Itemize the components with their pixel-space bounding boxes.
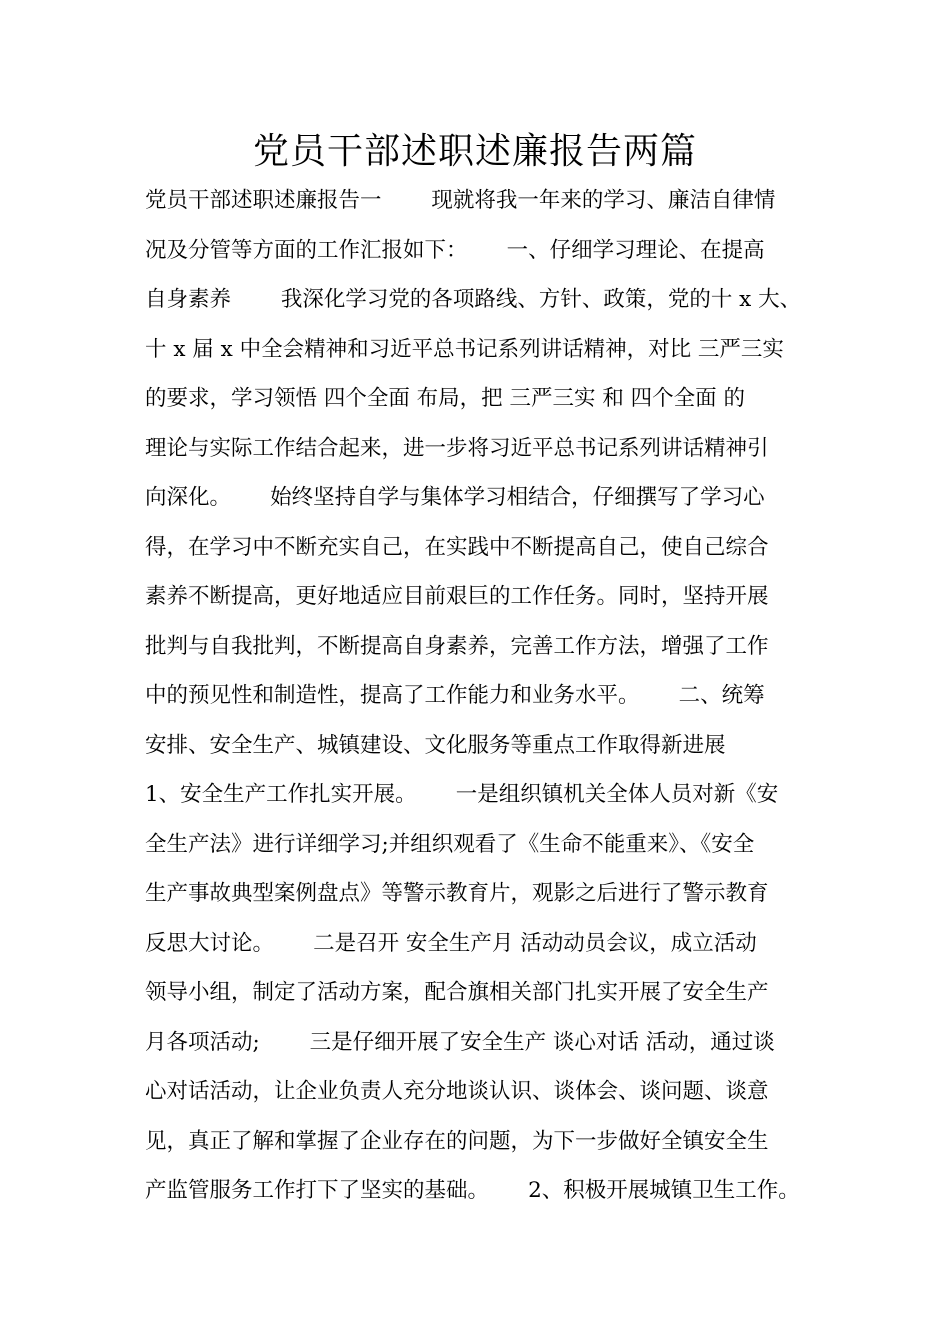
document-title: 党员干部述职述廉报告两篇 <box>252 131 697 172</box>
body-line: 向深化。 始终坚持自学与集体学习相结合，仔细撰写了学习心 <box>145 485 765 510</box>
body-line: 安排、安全生产、城镇建设、文化服务等重点工作取得新进展 <box>145 732 726 758</box>
body-line: 况及分管等方面的工作汇报如下： 一、仔细学习理论、在提高 <box>145 237 765 263</box>
body-line: 1、安全生产工作扎实开展。 一是组织镇机关全体人员对新《安 <box>145 782 779 807</box>
body-line: 中的预见性和制造性，提高了工作能力和业务水平。 二、统筹 <box>145 683 765 708</box>
body-line: 生产事故典型案例盘点》等警示教育片，观影之后进行了警示教育 <box>145 881 769 906</box>
body-line: 自身素养 我深化学习党的各项路线、方针、政策，党的十 x 大、 <box>145 287 802 312</box>
body-line: 素养不断提高，更好地适应目前艰巨的工作任务。同时，坚持开展 <box>145 584 769 609</box>
body-line: 产监管服务工作打下了坚实的基础。 2、积极开展城镇卫生工作。 <box>145 1178 800 1203</box>
body-line: 理论与实际工作结合起来，进一步将习近平总书记系列讲话精神引 <box>145 435 769 461</box>
body-line: 反思大讨论。 二是召开 安全生产月 活动动员会议，成立活动 <box>145 930 757 956</box>
body-line: 十 x 届 x 中全会精神和习近平总书记系列讲话精神，对比 三严三实 <box>145 336 784 362</box>
body-line: 心对话活动，让企业负责人充分地谈认识、谈体会、谈问题、谈意 <box>145 1079 769 1104</box>
body-line: 批判与自我批判，不断提高自身素养，完善工作方法，增强了工作 <box>145 633 769 659</box>
body-line: 得，在学习中不断充实自己，在实践中不断提高自己，使自己综合 <box>145 534 769 560</box>
body-line: 月各项活动; 三是仔细开展了安全生产 谈心对话 活动，通过谈 <box>145 1029 775 1055</box>
document-body <box>145 176 845 1216</box>
body-line: 党员干部述职述廉报告一 现就将我一年来的学习、廉洁自律情 <box>145 188 776 213</box>
body-line: 全生产法》进行详细学习;并组织观看了《生命不能重来》、《安全 <box>145 831 755 857</box>
body-line: 领导小组，制定了活动方案，配合旗相关部门扎实开展了安全生产 <box>145 980 769 1005</box>
body-line: 的要求，学习领悟 四个全面 布局，把 三严三实 和 四个全面 的 <box>145 386 746 411</box>
body-line: 见，真正了解和掌握了企业存在的问题，为下一步做好全镇安全生 <box>145 1128 769 1154</box>
